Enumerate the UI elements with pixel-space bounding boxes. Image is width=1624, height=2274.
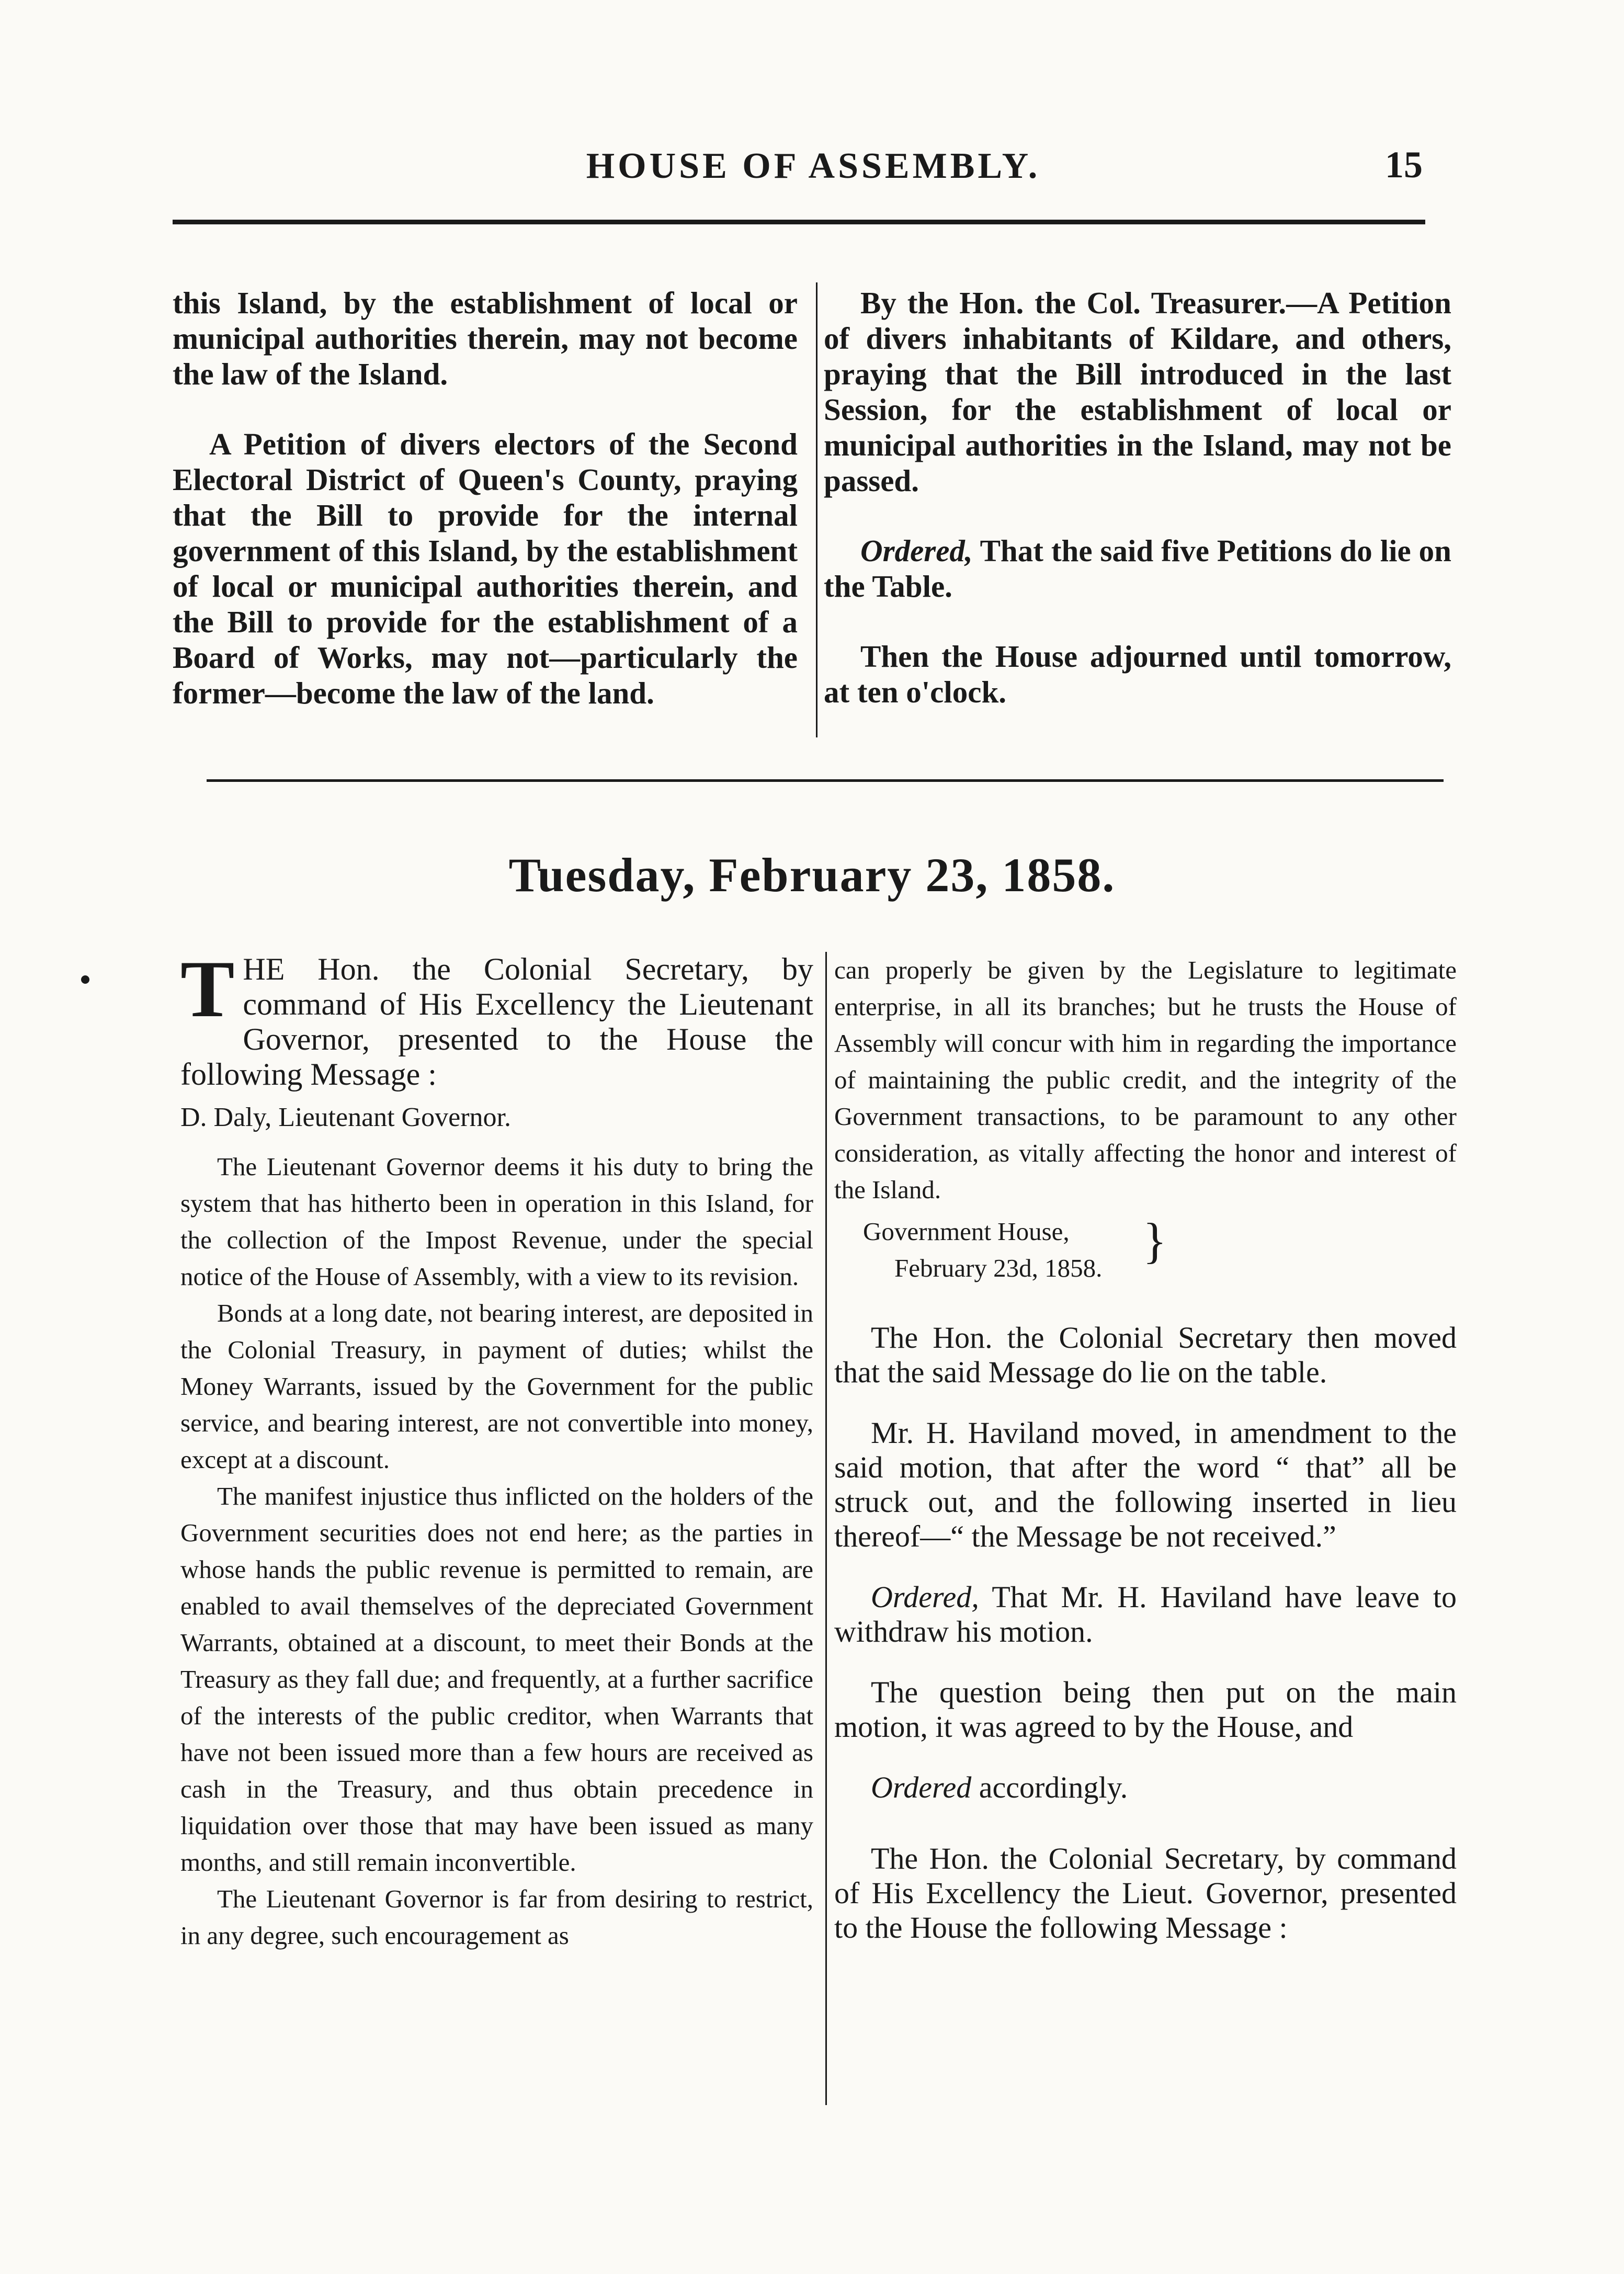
section-rule — [207, 779, 1444, 782]
ordered-label: Ordered, — [871, 1580, 979, 1614]
top-left-column — [173, 285, 798, 711]
brace-mark: } — [1143, 1213, 1167, 1268]
ordered-paragraph — [834, 1580, 1457, 1649]
bottom-right-column — [834, 952, 1457, 1945]
ordered-label: Ordered — [871, 1770, 972, 1804]
column-divider — [825, 952, 827, 2105]
paragraph: The question being then put on the main motion, it was agreed to by the House, and — [834, 1675, 1457, 1744]
margin-mark — [81, 975, 89, 984]
column-divider — [816, 282, 817, 737]
paragraph-text: That Mr. H. Haviland have leave to withdraw his motion. — [834, 1580, 1457, 1648]
paragraph: The Hon. the Colonial Secretary, by command of His Excellency the Lieut. Governor, presented to the House the following Message : — [834, 1841, 1457, 1945]
page-number: 15 — [1385, 144, 1423, 186]
running-title: HOUSE OF ASSEMBLY. — [586, 146, 1041, 186]
ordered-paragraph — [834, 1770, 1457, 1805]
paragraph: Then the House adjourned until tomorrow, at ten o'clock. — [824, 639, 1451, 709]
message-paragraph: Bonds at a long date, not bearing interest, are deposited in the Colonial Treasury, in payment of duties; whilst the Money Warrants, issued by the Government for the public service, and bearing interest, are not convertible into money, except at a discount. — [180, 1299, 813, 1474]
message-paragraph: The manifest injustice thus inflicted on the holders of the Government securities does not end here; as the parties in whose hands the public revenue is permitted to remain, are enabled to avail themselves of the depreciated Government Warrants, obtained at a discount, to meet their Bonds at the Treasury as they fall due; and frequently, at a further sacrifice of the interests of the public creditor, when Warrants that have not been issued more than a few hours are received as cash in the Treasury, and thus obtain precedence in liquidation over those that may have been issued as many months, and still remain inconvertible. — [180, 1482, 813, 1877]
paragraph: this Island, by the establishment of local or municipal authorities therein, may not become the law of the Island. — [173, 286, 798, 391]
dateline-place: Government House, — [863, 1217, 1070, 1246]
date-heading: Tuesday, February 23, 1858. — [508, 848, 1116, 902]
dateline — [834, 1213, 1457, 1289]
message-paragraph: The Lieutenant Governor deems it his duty to bring the system that has hitherto been in operation in this Island, for the collection of the Impost Revenue, under the special notice of the House of Assembly, with a view to its revision. — [180, 1152, 813, 1291]
dateline-date: February 23d, 1858. — [894, 1254, 1103, 1282]
paragraph-text: accordingly. — [979, 1770, 1128, 1804]
paragraph: A Petition of divers electors of the Second Electoral District of Queen's County, praying that the Bill to provide for the internal government of this Island, by the establishment of local or municipal authorities therein, and the Bill to provide for the establishment of a Board of Works, may not—particularly the former—become the law of the land. — [173, 427, 798, 710]
intro-text: HE Hon. the Colonial Secretary, by command of His Excellency the Lieutenant Governor, presented to the House the following Message : — [180, 952, 813, 1091]
paragraph: Mr. H. Haviland moved, in amendment to the said motion, that after the word “ that” all be struck out, and the following inserted in lieu thereof—“ the Message be not received.” — [834, 1416, 1457, 1553]
message-paragraph: The Lieutenant Governor is far from desiring to restrict, in any degree, such encouragement as — [180, 1884, 813, 1950]
paragraph: By the Hon. the Col. Treasurer.—A Petition of divers inhabitants of Kildare, and others, praying that the Bill introduced in the last Session, for the establishment of local or municipal authorities in the Island, may not be passed. — [824, 286, 1451, 498]
ordered-label: Ordered, — [860, 533, 973, 568]
top-right-column — [824, 285, 1451, 710]
intro-paragraph — [180, 944, 813, 1092]
signature: D. Daly, Lieutenant Governor. — [180, 1102, 511, 1132]
running-head — [0, 145, 1624, 192]
drop-cap: T — [180, 944, 235, 1034]
paragraph-text: That the said five Petitions do lie on the Table. — [824, 533, 1451, 604]
ordered-paragraph — [824, 533, 1451, 604]
bottom-left-column — [180, 944, 813, 1954]
message-continuation: can properly be given by the Legislature to legitimate enterprise, in all its branches; but he trusts the House of Assembly will concur with him in regarding the importance of maintaining the public credit, and the integrity of the Government transactions, to be paramount to any other consideration, as vitally affecting the honor and interest of the Island. — [834, 956, 1457, 1204]
paragraph: The Hon. the Colonial Secretary then moved that the said Message do lie on the table. — [834, 1321, 1457, 1389]
header-rule — [173, 220, 1425, 224]
